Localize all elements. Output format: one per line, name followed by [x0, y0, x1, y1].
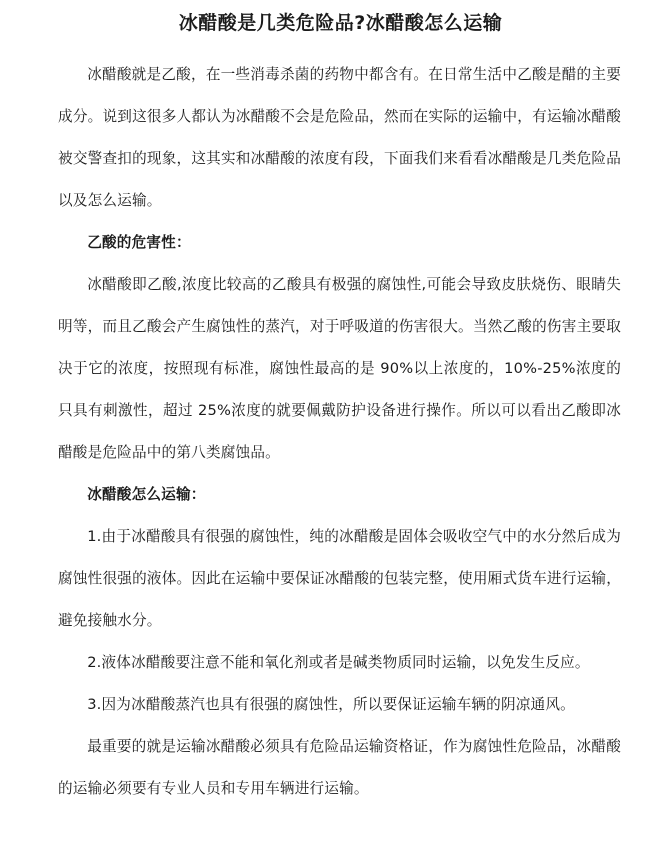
section-heading-transport: 冰醋酸怎么运输：	[87, 486, 206, 503]
transport-point-2: 2.液体冰醋酸要注意不能和氧化剂或者是碱类物质同时运输，以免发生反应。	[87, 654, 590, 671]
transport-point-3: 3.因为冰醋酸蒸汽也具有很强的腐蚀性，所以要保证运输车辆的阴凉通风。	[87, 696, 575, 713]
conclusion-paragraph: 最重要的就是运输冰醋酸必须具有危险品运输资格证，作为腐蚀性危险品，冰醋酸的运输必须要有专业人员和专用车辆进行运输。	[58, 738, 621, 797]
hazards-paragraph: 冰醋酸即乙酸,浓度比较高的乙酸具有极强的腐蚀性,可能会导致皮肤烧伤、眼睛失明等，而且乙酸会产生腐蚀性的蒸汽，对于呼吸道的伤害很大。当然乙酸的伤害主要取决于它的浓度，按照现有标准，腐蚀性最高的是 90%以上浓度的，10%-25%浓度的只具有刺激性，超过 25%浓度的就要佩戴防护设备进行操作。所以可以看出乙酸即冰醋酸是危险品中的第八类腐蚀品。	[58, 276, 621, 461]
transport-point-1: 1.由于冰醋酸具有很强的腐蚀性，纯的冰醋酸是固体会吸收空气中的水分然后成为腐蚀性很强的液体。因此在运输中要保证冰醋酸的包装完整，使用厢式货车进行运输，避免接触水分。	[58, 528, 621, 629]
document-body	[58, 54, 621, 810]
section-heading-hazards: 乙酸的危害性：	[87, 234, 191, 251]
document-title: 冰醋酸是几类危险品?冰醋酸怎么运输	[178, 12, 503, 34]
intro-paragraph: 冰醋酸就是乙酸，在一些消毒杀菌的药物中都含有。在日常生活中乙酸是醋的主要成分。说到这很多人都认为冰醋酸不会是危险品，然而在实际的运输中，有运输冰醋酸被交警查扣的现象，这其实和冰醋酸的浓度有段，下面我们来看看冰醋酸是几类危险品以及怎么运输。	[58, 66, 621, 209]
